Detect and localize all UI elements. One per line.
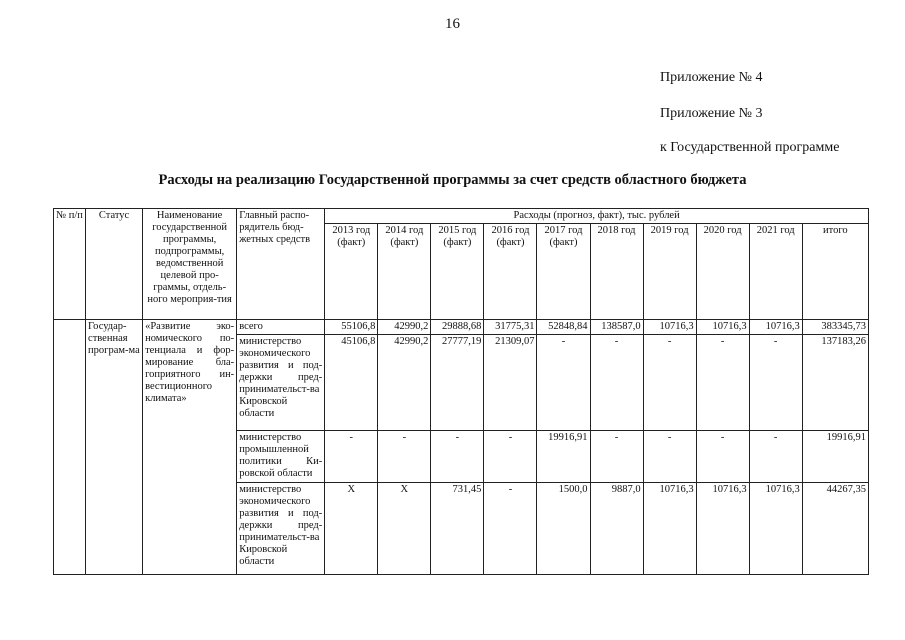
value-cell: -: [484, 483, 537, 575]
value-cell: 138587,0: [590, 320, 643, 335]
distributor-cell: министерство экономического развития и под-держки пред-принимательст-ва Кировской области: [237, 335, 325, 431]
value-cell: -: [378, 431, 431, 483]
header-year: 2014 год (факт): [378, 224, 431, 320]
header-year: 2016 год (факт): [484, 224, 537, 320]
value-cell: X: [325, 483, 378, 575]
value-cell: 42990,2: [378, 335, 431, 431]
table-row: [54, 320, 869, 335]
header-year: 2020 год: [696, 224, 749, 320]
appendix-line-3: к Государственной программе: [660, 140, 840, 155]
value-cell: 19916,91: [537, 431, 590, 483]
document-title: Расходы на реализацию Государственной программы за счет средств областного бюджета: [158, 172, 747, 188]
header-expenses: Расходы (прогноз, факт), тыс. рублей: [325, 209, 869, 224]
program-name: «Развитие эко-номического по-тенциала и фор-мирование бла-гоприятного ин-вестиционного климата»: [143, 320, 237, 575]
value-cell: -: [749, 335, 802, 431]
page-number: 16: [445, 16, 460, 32]
value-cell: -: [696, 431, 749, 483]
header-year: 2021 год: [749, 224, 802, 320]
value-cell: 42990,2: [378, 320, 431, 335]
program-num: [54, 320, 86, 575]
value-cell: -: [643, 335, 696, 431]
header-name: Наименование государственной программы, подпрограммы, ведомственной целевой про-граммы, отдель-ного мероприя-тия: [143, 209, 237, 320]
value-cell: 9887,0: [590, 483, 643, 575]
value-cell: -: [749, 431, 802, 483]
header-total: итого: [802, 224, 868, 320]
header-year: 2018 год: [590, 224, 643, 320]
value-cell: 29888,68: [431, 320, 484, 335]
value-cell: -: [325, 431, 378, 483]
expenses-table: [53, 208, 869, 575]
value-cell: 731,45: [431, 483, 484, 575]
value-cell: -: [431, 431, 484, 483]
value-cell: -: [484, 431, 537, 483]
header-status: Статус: [86, 209, 143, 320]
value-cell: 10716,3: [749, 483, 802, 575]
distributor-cell: министерство экономического развития и под-держки пред-принимательст-ва Кировской области: [237, 483, 325, 575]
total-cell: 137183,26: [802, 335, 868, 431]
header-year: 2017 год (факт): [537, 224, 590, 320]
value-cell: X: [378, 483, 431, 575]
value-cell: 55106,8: [325, 320, 378, 335]
value-cell: 27777,19: [431, 335, 484, 431]
value-cell: 10716,3: [696, 483, 749, 575]
value-cell: -: [590, 335, 643, 431]
value-cell: 52848,84: [537, 320, 590, 335]
value-cell: 21309,07: [484, 335, 537, 431]
value-cell: 45106,8: [325, 335, 378, 431]
value-cell: -: [537, 335, 590, 431]
total-cell: 19916,91: [802, 431, 868, 483]
value-cell: 10716,3: [749, 320, 802, 335]
header-year: 2013 год (факт): [325, 224, 378, 320]
header-distributor: Главный распо-рядитель бюд-жетных средств: [237, 209, 325, 320]
value-cell: -: [643, 431, 696, 483]
distributor-cell: министерство промышленной политики Ки-ровской области: [237, 431, 325, 483]
value-cell: 10716,3: [696, 320, 749, 335]
value-cell: 10716,3: [643, 320, 696, 335]
header-row-1: [54, 209, 869, 224]
value-cell: 10716,3: [643, 483, 696, 575]
value-cell: -: [590, 431, 643, 483]
total-cell: 44267,35: [802, 483, 868, 575]
program-status: Государ-ственная програм-ма: [86, 320, 143, 575]
value-cell: 1500,0: [537, 483, 590, 575]
total-cell: 383345,73: [802, 320, 868, 335]
appendix-line-2: Приложение № 3: [660, 106, 763, 121]
value-cell: -: [696, 335, 749, 431]
distributor-cell: всего: [237, 320, 325, 335]
appendix-line-1: Приложение № 4: [660, 70, 763, 85]
header-num: № п/п: [54, 209, 86, 320]
header-year: 2015 год (факт): [431, 224, 484, 320]
header-year: 2019 год: [643, 224, 696, 320]
value-cell: 31775,31: [484, 320, 537, 335]
